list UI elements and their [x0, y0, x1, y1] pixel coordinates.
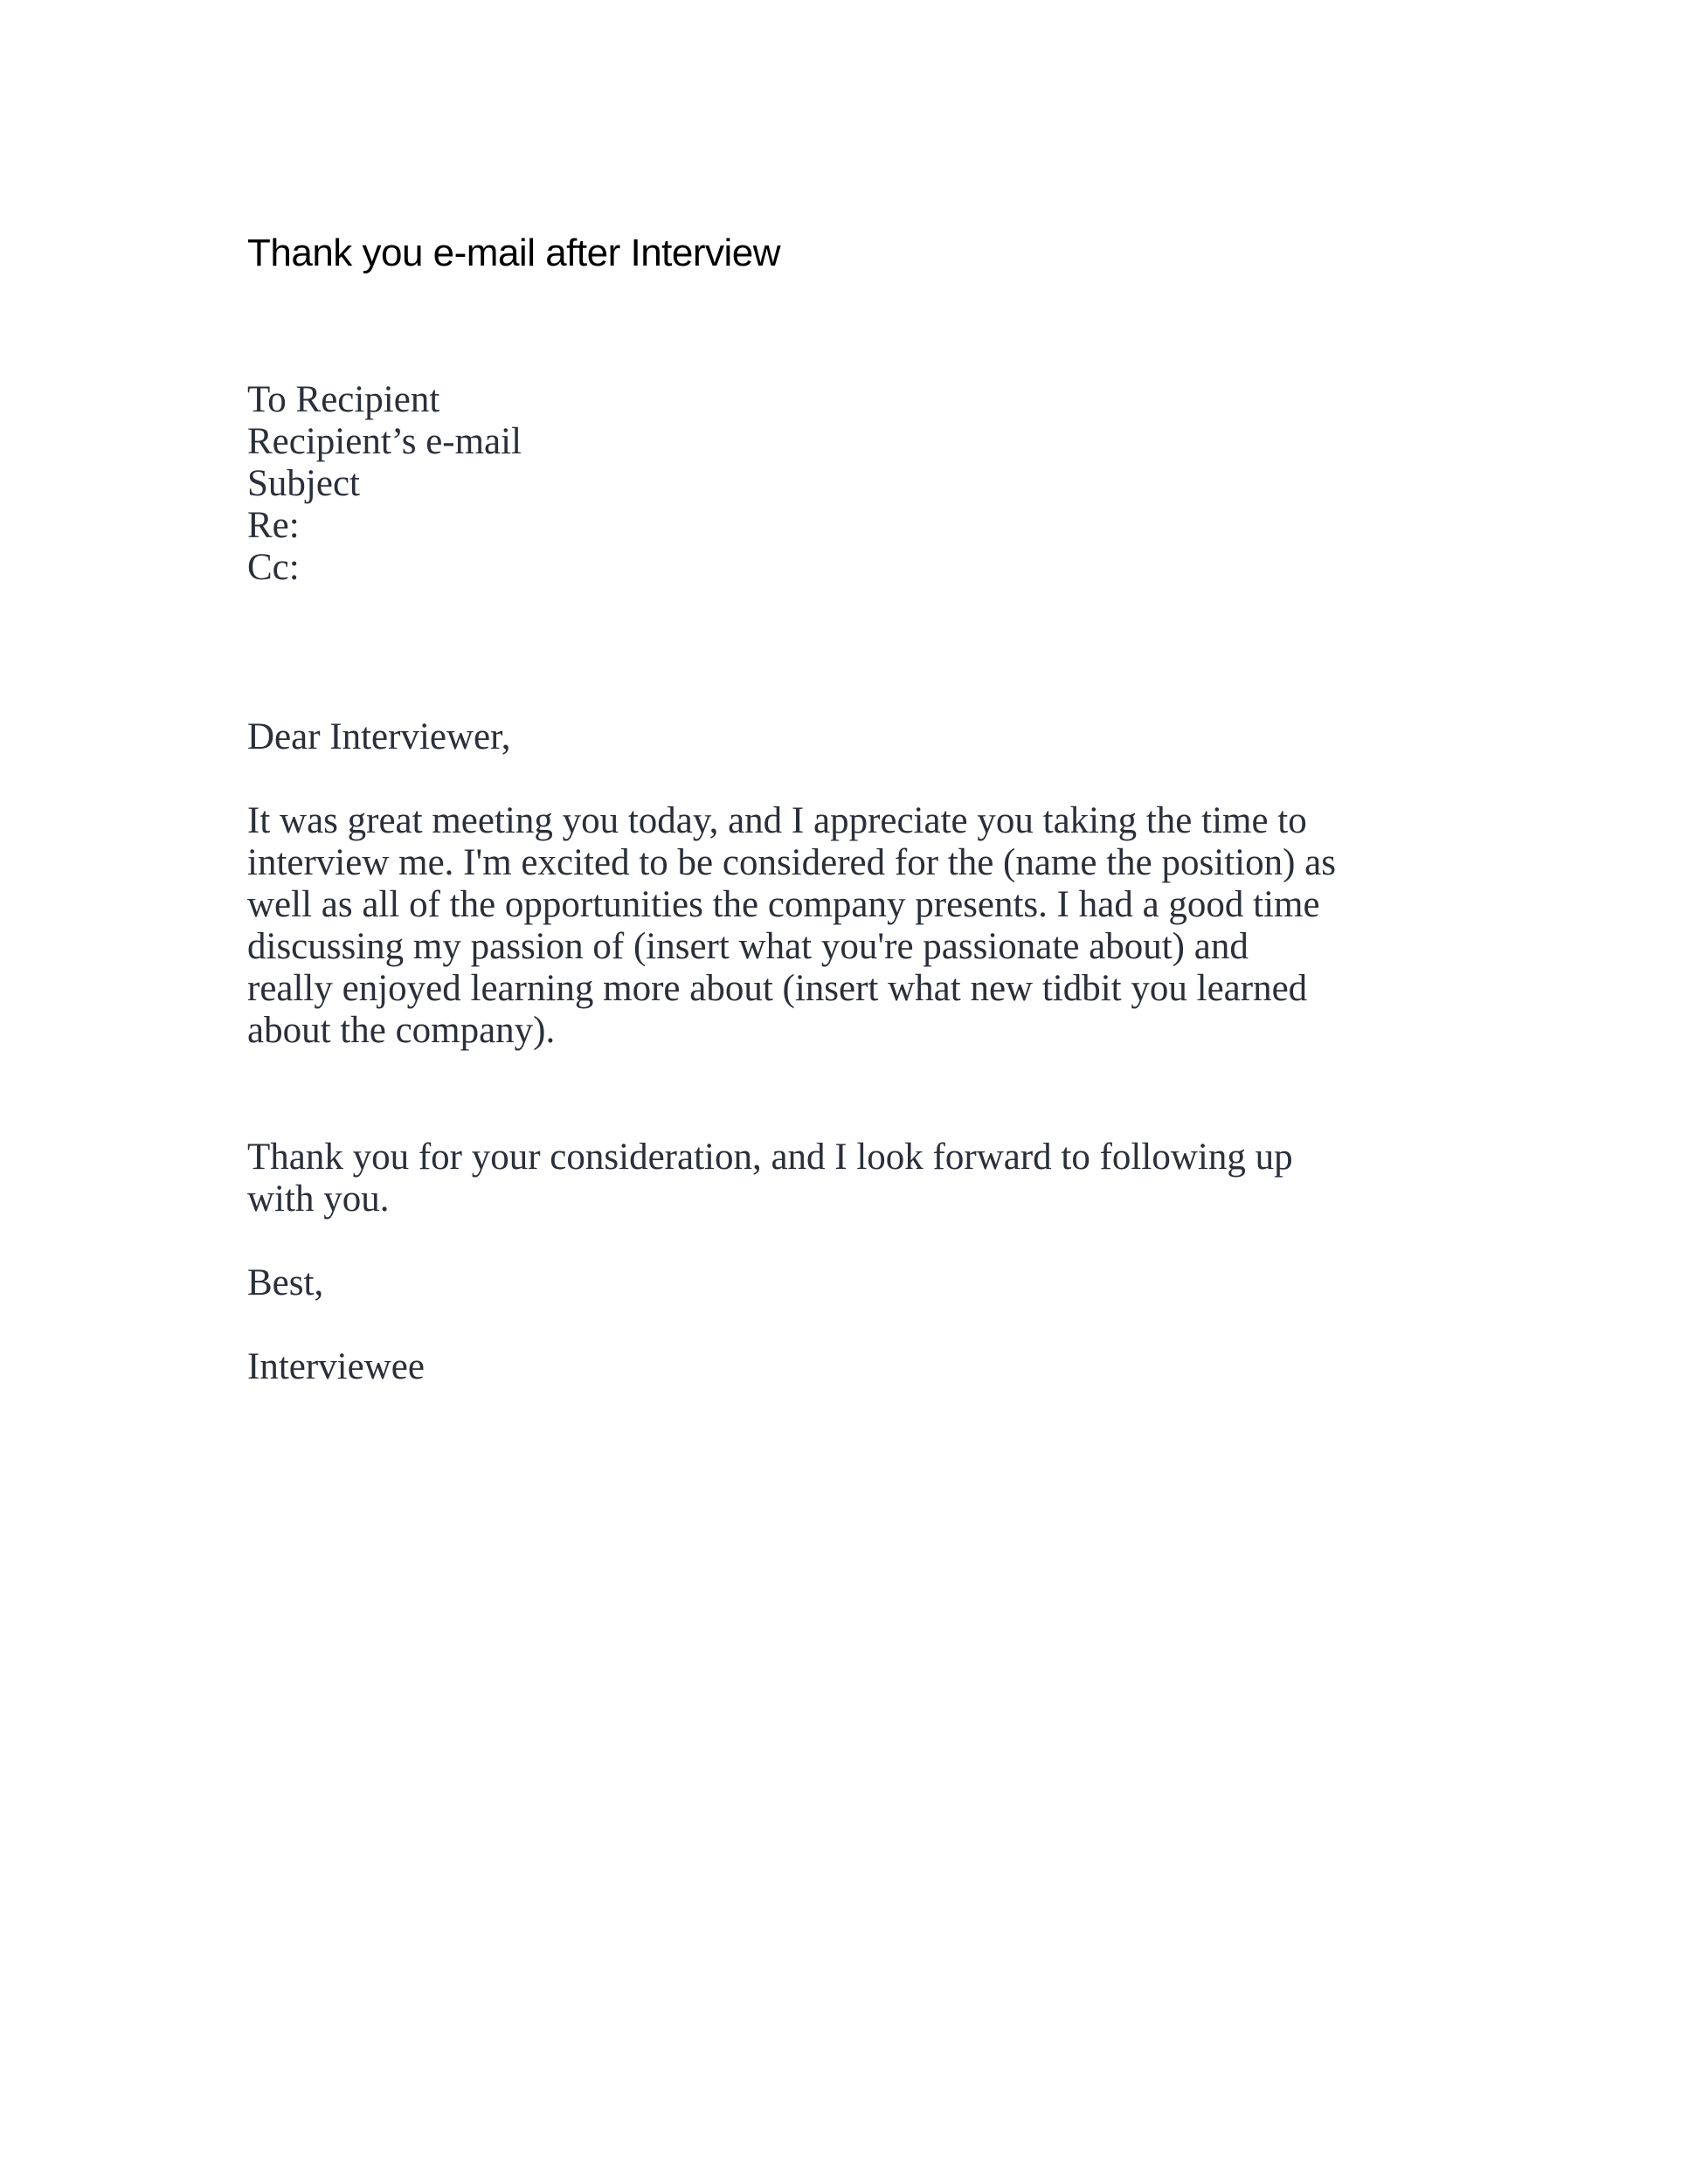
letter-signature: Interviewee [247, 1346, 425, 1387]
email-header-fields [247, 379, 522, 589]
to-recipient-field: To Recipient [247, 379, 440, 420]
recipient-email-field: Recipient’s e-mail [247, 421, 522, 462]
body-line: discussing my passion of (insert what you're passionate about) and [247, 926, 1249, 967]
subject-field: Subject [247, 463, 360, 504]
cc-field: Cc: [247, 547, 300, 588]
body-line: about the company). [247, 1010, 556, 1051]
letter-closing-paragraph [247, 1137, 1293, 1220]
closing-line: with you. [247, 1178, 390, 1220]
document-title: Thank you e-mail after Interview [247, 232, 781, 274]
body-line: It was great meeting you today, and I appreciate you taking the time to [247, 800, 1307, 841]
letter-signoff: Best, [247, 1262, 324, 1303]
letter-greeting: Dear Interviewer, [247, 716, 511, 757]
re-field: Re: [247, 505, 300, 546]
body-line: interview me. I'm excited to be considered for the (name the position) as [247, 842, 1336, 883]
body-line: really enjoyed learning more about (insert what new tidbit you learned [247, 968, 1308, 1009]
closing-line: Thank you for your consideration, and I look forward to following up [247, 1137, 1293, 1178]
letter-body-paragraph [247, 800, 1470, 1052]
body-line: well as all of the opportunities the company presents. I had a good time [247, 884, 1320, 925]
